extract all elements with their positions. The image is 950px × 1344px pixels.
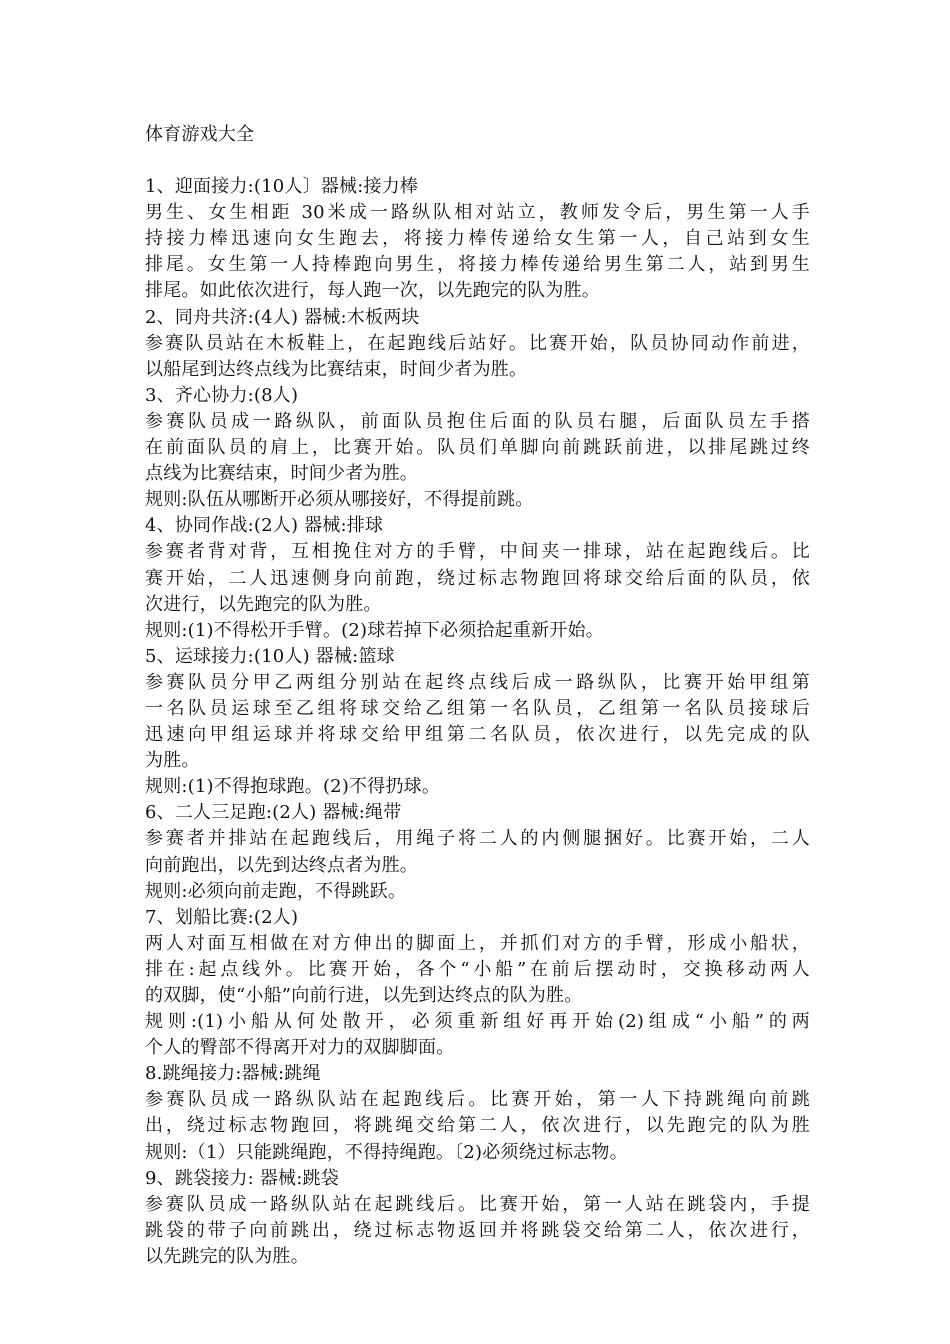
document-body [145, 174, 810, 1270]
text-line: 两人对面互相做在对方伸出的脚面上，并抓们对方的手臂，形成小船状， [145, 932, 810, 954]
text-line: 跳袋的带子向前跳出，绕过标志物返回并将跳袋交给第二人，依次进行， [145, 1219, 810, 1241]
text-line: 规则:(1)不得抱球跑。(2)不得扔球。 [145, 776, 441, 798]
text-line: 次进行，以先跑完的队为胜。 [145, 593, 382, 615]
text-line: 在前面队员的肩上，比赛开始。队员们单脚向前跳跃前进，以排尾跳过终 [145, 437, 810, 459]
text-line: 为胜。 [145, 750, 200, 772]
text-line: 参赛队员站在木板鞋上，在起跑线后站好。比赛开始，队员协同动作前进， [145, 332, 810, 354]
text-line: 的双脚，使“小船”向前行进，以先到达终点的队为胜。 [145, 985, 583, 1006]
text-line: 向前跑出，以先到达终点者为胜。 [145, 854, 418, 876]
text-line: 排尾。女生第一人持棒跑向男生，将接力棒传递给男生第二人，站到男生 [145, 254, 810, 276]
text-line: 参赛队员成一路纵队站在起跳线后。比赛开始，第一人站在跳袋内，手提 [145, 1193, 810, 1215]
section-heading: 1、迎面接力:(10人〕器械:接力棒 [145, 176, 419, 198]
text-line: 规则:队伍从哪断开必须从哪接好，不得提前跳。 [145, 489, 534, 511]
document-page [145, 122, 810, 1270]
section-heading: 3、齐心协力:(8人) [145, 384, 299, 406]
text-line: 赛开始，二人迅速侧身向前跑，绕过标志物跑回将球交给后面的队员，依 [145, 567, 810, 589]
text-line: 一名队员运球至乙组将球交给乙组第一名队员，乙组第一名队员接球后 [145, 697, 810, 719]
text-line: 点线为比赛结束，时间少者为胜。 [145, 463, 418, 485]
section-heading: 8.跳绳接力:器械:跳绳 [145, 1063, 321, 1085]
text-line: 参赛者背对背，互相挽住对方的手臂，中间夹一排球，站在起跑线后。比 [145, 541, 810, 563]
text-line: 个人的臀部不得离开对力的双脚脚面。 [145, 1037, 455, 1059]
section-heading: 4、协同作战:(2人) 器械:排球 [145, 515, 384, 537]
text-line: 排尾。如此依次进行，每人跑一次，以先跑完的队为胜。 [145, 280, 600, 302]
text-line: 参赛队员成一路纵队站在起跑线后。比赛开始，第一人下持跳绳向前跳 [145, 1089, 810, 1111]
text-line: 规则:(1)小船从何处散开，必须重新组好再开始(2)组成“小船”的两 [145, 1011, 810, 1033]
text-line: 规则:(1)不得松开手臂。(2)球若掉下必须拾起重新开始。 [145, 619, 604, 641]
text-line: 迅速向甲组运球并将球交给甲组第二名队员，依次进行，以先完成的队 [145, 724, 810, 746]
text-line: 规则:必须向前走跑，不得跳跃。 [145, 880, 407, 902]
text-line: 以先跳完的队为胜。 [145, 1245, 309, 1267]
text-line: 排在:起点线外。比赛开始，各个“小船”在前后摆动时，交换移动两人 [145, 958, 810, 980]
text-line: 规则:（1）只能跳绳跑，不得持绳跑。〔2)必须绕过标志物。 [145, 1141, 628, 1163]
document-title: 体育游戏大全 [145, 124, 255, 145]
text-line: 男生、女生相距 30米成一路纵队相对站立，教师发令后，男生第一人手 [145, 202, 810, 224]
text-line: 参赛者并排站在起跑线后，用绳子将二人的内侧腿捆好。比赛开始，二人 [145, 828, 810, 850]
text-line: 出，绕过标志物跑回，将跳绳交给第二人，依次进行，以先跑完的队为胜 [145, 1115, 810, 1137]
section-heading: 2、同舟共济:(4人) 器械:木板两块 [145, 306, 420, 328]
text-line: 参赛队员成一路纵队，前面队员抱住后面的队员右腿，后面队员左手搭 [145, 410, 810, 432]
section-heading: 6、二人三足跑:(2人) 器械:绳带 [145, 802, 402, 824]
text-line: 以船尾到达终点线为比赛结束，时间少者为胜。 [145, 358, 528, 380]
section-heading: 9、跳袋接力: 器械:跳袋 [145, 1167, 339, 1189]
section-heading: 5、运球接力:(10人) 器械:篮球 [145, 645, 395, 667]
text-line: 参赛队员分甲乙两组分别站在起终点线后成一路纵队，比赛开始甲组第 [145, 671, 810, 693]
section-heading: 7、划船比赛:(2人) [145, 906, 299, 928]
text-line: 持接力棒迅速向女生跑去，将接力棒传递给女生第一人，自己站到女生 [145, 228, 810, 250]
